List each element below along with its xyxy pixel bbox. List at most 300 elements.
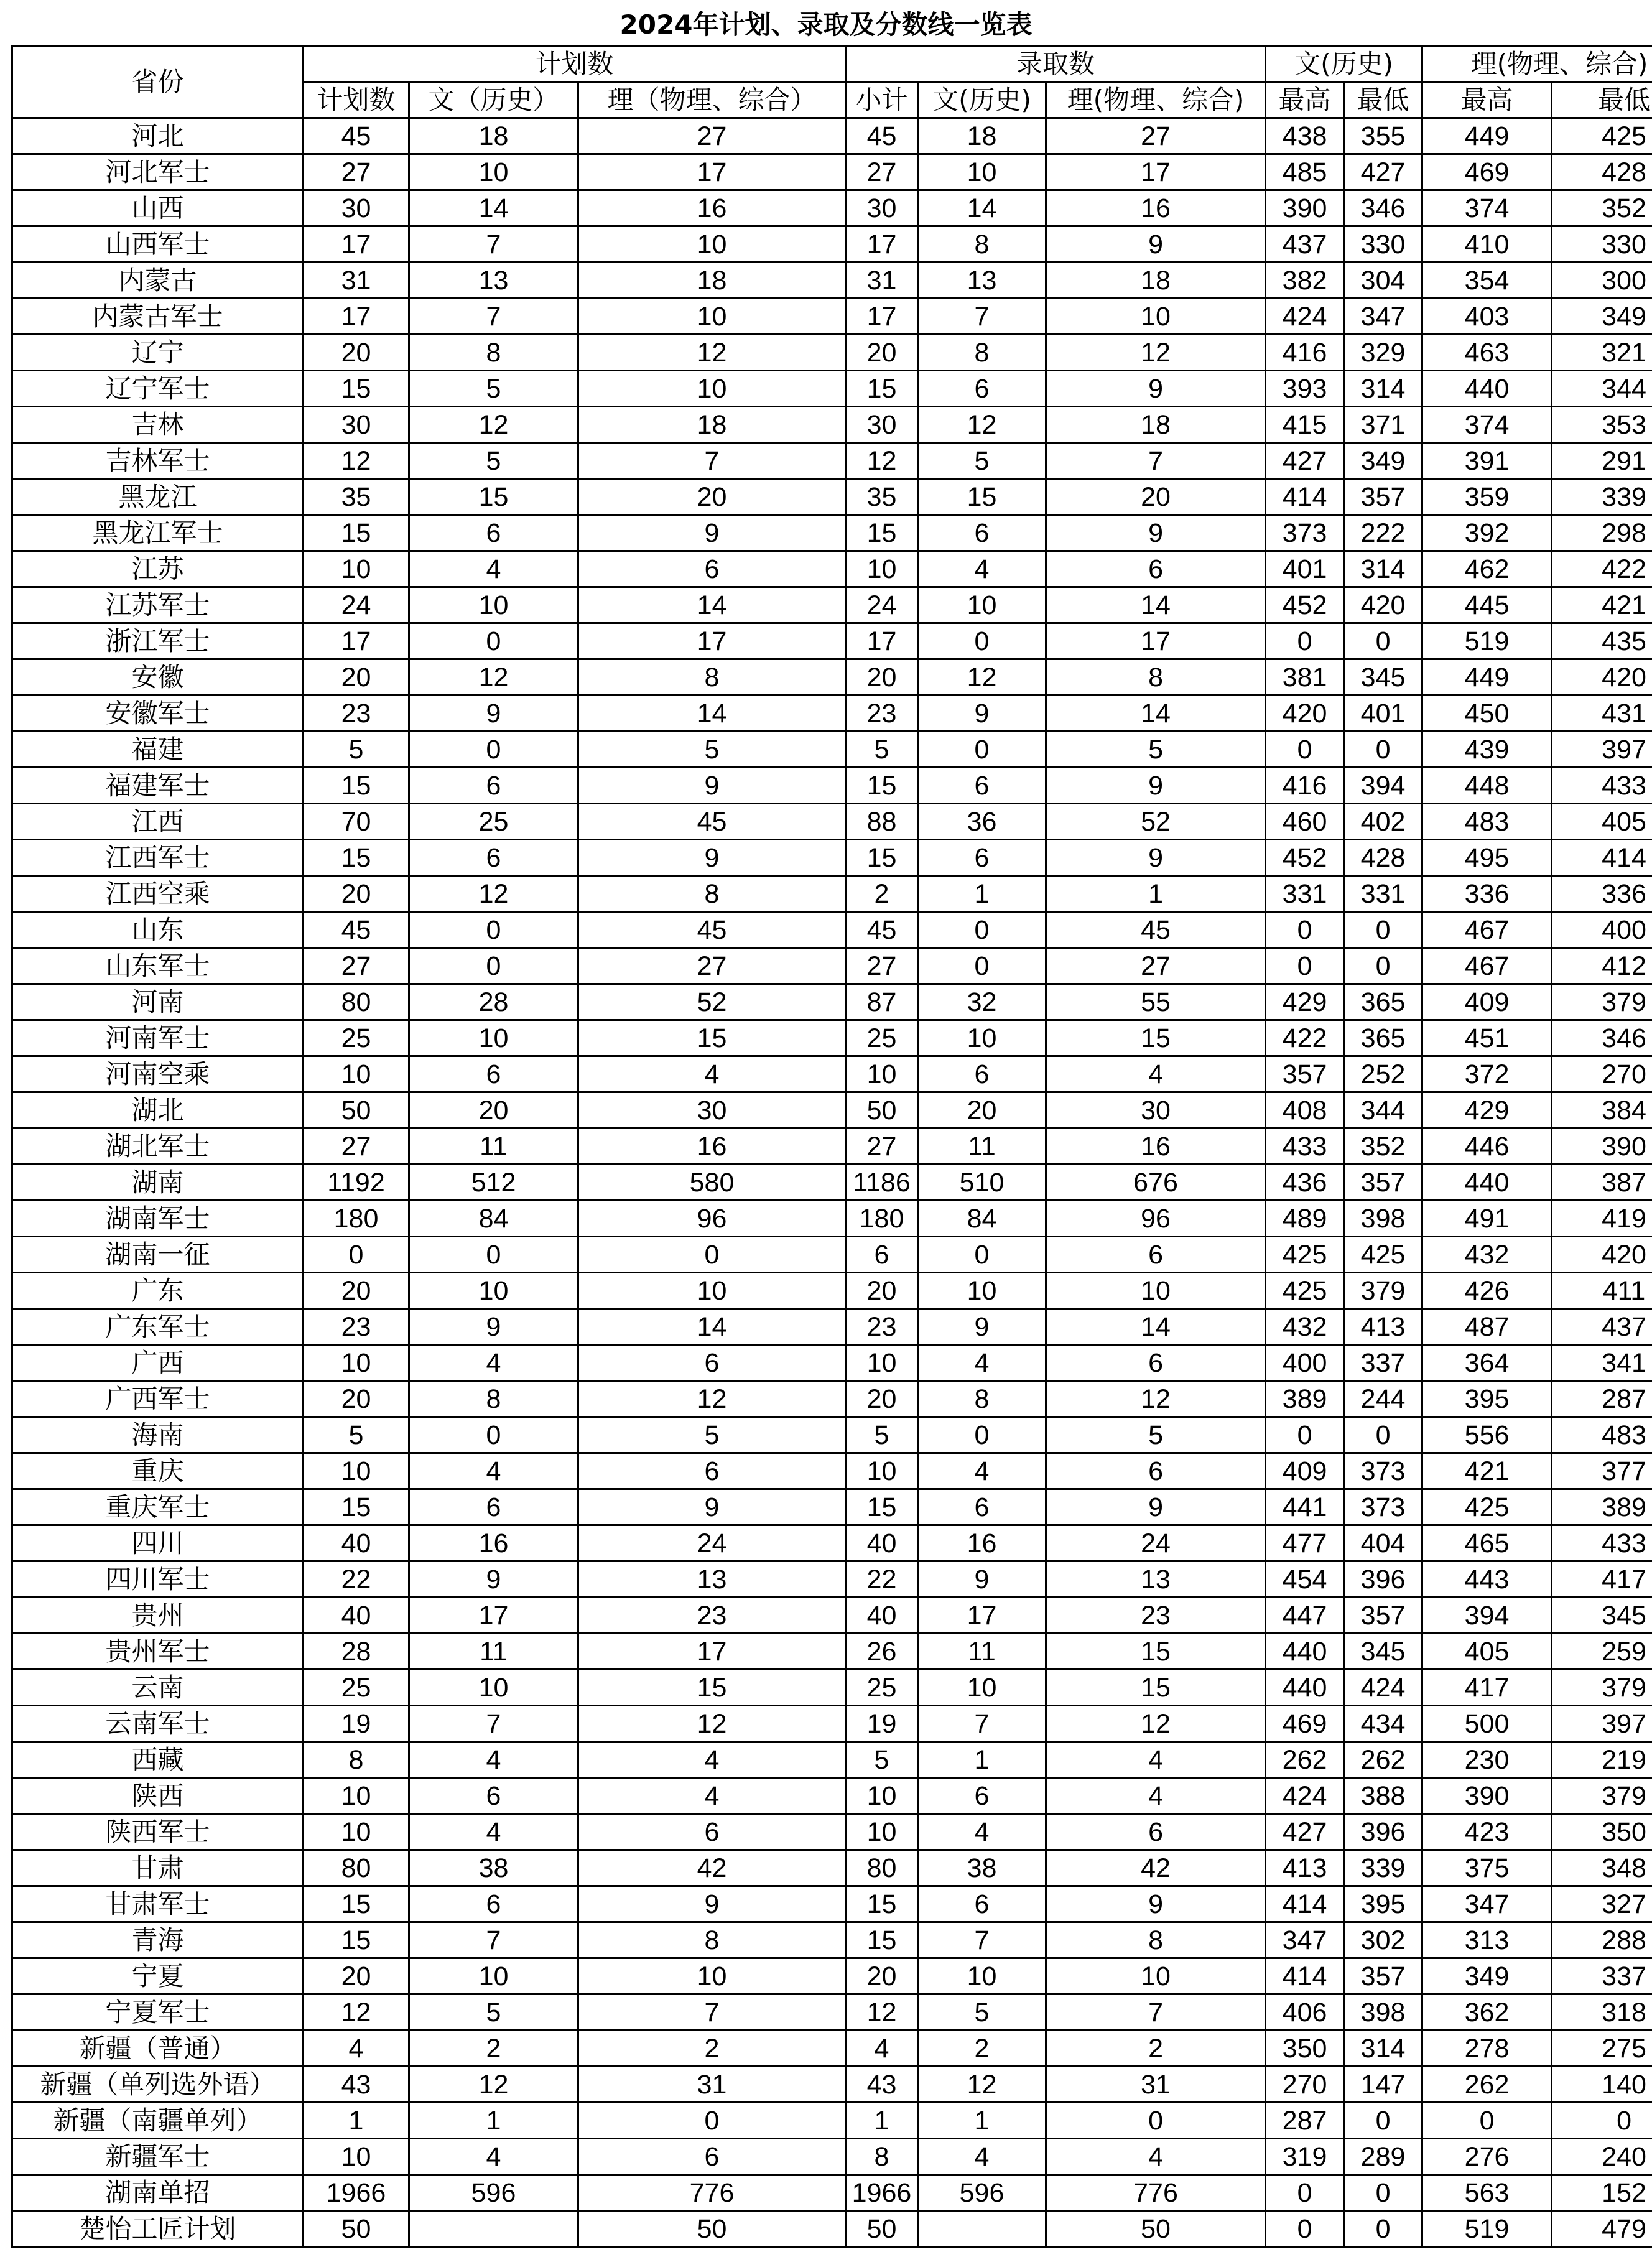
cell-lit-max: 393	[1266, 371, 1344, 407]
cell-plan-sci: 6	[578, 1814, 846, 1850]
cell-plan-lit: 12	[409, 876, 578, 912]
cell-admit-sci: 4	[1046, 1778, 1266, 1814]
cell-admit-lit: 10	[918, 1958, 1046, 1994]
cell-admit-subtotal: 23	[846, 696, 918, 732]
cell-admit-subtotal: 40	[846, 1598, 918, 1634]
table-row	[12, 118, 1652, 154]
cell-lit-min: 357	[1344, 479, 1422, 515]
cell-admit-lit: 1	[918, 2103, 1046, 2139]
cell-lit-max: 390	[1266, 190, 1344, 226]
cell-admit-subtotal: 5	[846, 1742, 918, 1778]
cell-plan-sci: 7	[578, 1994, 846, 2031]
cell-lit-max: 347	[1266, 1922, 1344, 1958]
cell-sci-min: 384	[1552, 1092, 1652, 1128]
cell-sci-max: 374	[1422, 190, 1552, 226]
cell-admit-lit: 8	[918, 226, 1046, 263]
cell-lit-min: 344	[1344, 1092, 1422, 1128]
cell-admit-sci: 10	[1046, 1273, 1266, 1309]
cell-plan-total: 10	[304, 1453, 409, 1489]
cell-province: 河南空乘	[12, 1056, 304, 1092]
cell-plan-sci: 7	[578, 443, 846, 479]
cell-plan-lit: 6	[409, 1489, 578, 1525]
cell-admit-subtotal: 17	[846, 299, 918, 335]
cell-plan-total: 15	[304, 371, 409, 407]
cell-admit-sci: 4	[1046, 1056, 1266, 1092]
cell-lit-max: 452	[1266, 840, 1344, 876]
cell-sci-min: 389	[1552, 1489, 1652, 1525]
cell-admit-lit: 16	[918, 1525, 1046, 1561]
cell-province: 吉林军士	[12, 443, 304, 479]
cell-province: 新疆（南疆单列）	[12, 2103, 304, 2139]
cell-province: 新疆（单列选外语）	[12, 2067, 304, 2103]
table-row	[12, 696, 1652, 732]
cell-lit-max: 0	[1266, 623, 1344, 659]
table-row	[12, 1886, 1652, 1922]
cell-sci-min: 336	[1552, 876, 1652, 912]
table-row	[12, 371, 1652, 407]
cell-plan-lit: 9	[409, 1309, 578, 1345]
cell-admit-sci: 16	[1046, 1128, 1266, 1165]
cell-province: 黑龙江军士	[12, 515, 304, 551]
cell-lit-min: 349	[1344, 443, 1422, 479]
cell-lit-min: 396	[1344, 1561, 1422, 1598]
cell-sci-min: 140	[1552, 2067, 1652, 2103]
cell-admit-lit: 13	[918, 263, 1046, 299]
cell-admit-lit: 8	[918, 1381, 1046, 1417]
cell-admit-lit: 14	[918, 190, 1046, 226]
cell-admit-lit: 0	[918, 948, 1046, 984]
cell-plan-sci: 14	[578, 696, 846, 732]
cell-admit-subtotal: 10	[846, 551, 918, 587]
cell-sci-min: 433	[1552, 1525, 1652, 1561]
cell-admit-lit: 9	[918, 1561, 1046, 1598]
cell-plan-lit: 20	[409, 1092, 578, 1128]
cell-plan-lit: 2	[409, 2031, 578, 2067]
cell-admit-subtotal: 17	[846, 623, 918, 659]
cell-lit-min: 314	[1344, 551, 1422, 587]
cell-admit-subtotal: 2	[846, 876, 918, 912]
cell-lit-min: 424	[1344, 1670, 1422, 1706]
cell-admit-subtotal: 12	[846, 1994, 918, 2031]
cell-province: 贵州军士	[12, 1634, 304, 1670]
cell-sci-max: 374	[1422, 407, 1552, 443]
cell-plan-lit: 9	[409, 696, 578, 732]
cell-sci-min: 377	[1552, 1453, 1652, 1489]
cell-province: 山西军士	[12, 226, 304, 263]
cell-plan-sci: 12	[578, 1381, 846, 1417]
cell-admit-lit: 6	[918, 840, 1046, 876]
cell-admit-subtotal: 10	[846, 1778, 918, 1814]
cell-admit-lit: 20	[918, 1092, 1046, 1128]
cell-admit-subtotal: 25	[846, 1670, 918, 1706]
cell-lit-min: 330	[1344, 226, 1422, 263]
cell-province: 山东军士	[12, 948, 304, 984]
cell-sci-max: 276	[1422, 2139, 1552, 2175]
cell-lit-max: 381	[1266, 659, 1344, 696]
cell-admit-sci: 18	[1046, 407, 1266, 443]
cell-plan-total: 5	[304, 1417, 409, 1453]
cell-sci-min: 379	[1552, 1778, 1652, 1814]
cell-lit-max: 420	[1266, 696, 1344, 732]
cell-plan-sci: 9	[578, 515, 846, 551]
header-plan-sci: 理（物理、综合）	[578, 82, 846, 118]
cell-province: 青海	[12, 1922, 304, 1958]
table-row	[12, 1561, 1652, 1598]
cell-plan-lit: 0	[409, 1237, 578, 1273]
header-sci-max: 最高	[1422, 82, 1552, 118]
cell-sci-max: 483	[1422, 804, 1552, 840]
cell-sci-max: 364	[1422, 1345, 1552, 1381]
cell-lit-max: 414	[1266, 1886, 1344, 1922]
cell-province: 湖南单招	[12, 2175, 304, 2211]
cell-plan-lit: 6	[409, 1056, 578, 1092]
table-row	[12, 1165, 1652, 1201]
cell-plan-total: 30	[304, 407, 409, 443]
cell-admit-lit: 0	[918, 1417, 1046, 1453]
cell-lit-max: 422	[1266, 1020, 1344, 1056]
cell-sci-min: 298	[1552, 515, 1652, 551]
table-row	[12, 299, 1652, 335]
cell-sci-max: 462	[1422, 551, 1552, 587]
cell-lit-min: 314	[1344, 371, 1422, 407]
cell-sci-max: 440	[1422, 1165, 1552, 1201]
cell-lit-max: 477	[1266, 1525, 1344, 1561]
cell-lit-max: 0	[1266, 948, 1344, 984]
cell-lit-min: 398	[1344, 1994, 1422, 2031]
cell-plan-lit: 10	[409, 1670, 578, 1706]
cell-sci-max: 440	[1422, 371, 1552, 407]
cell-admit-sci: 4	[1046, 1742, 1266, 1778]
cell-lit-min: 0	[1344, 623, 1422, 659]
cell-plan-total: 15	[304, 515, 409, 551]
cell-sci-min: 390	[1552, 1128, 1652, 1165]
cell-admit-subtotal: 20	[846, 1958, 918, 1994]
cell-admit-subtotal: 24	[846, 587, 918, 623]
cell-admit-lit: 1	[918, 876, 1046, 912]
header-plan-total: 计划数	[304, 82, 409, 118]
cell-plan-sci: 27	[578, 948, 846, 984]
cell-lit-min: 425	[1344, 1237, 1422, 1273]
header-admit-subtotal: 小计	[846, 82, 918, 118]
table-row	[12, 1814, 1652, 1850]
cell-plan-lit: 8	[409, 1381, 578, 1417]
cell-admit-sci: 27	[1046, 118, 1266, 154]
cell-plan-total: 80	[304, 984, 409, 1020]
cell-plan-sci: 10	[578, 1958, 846, 1994]
cell-sci-min: 428	[1552, 154, 1652, 190]
cell-admit-lit: 0	[918, 623, 1046, 659]
table-row	[12, 1417, 1652, 1453]
cell-sci-max: 469	[1422, 154, 1552, 190]
cell-admit-subtotal: 20	[846, 1381, 918, 1417]
cell-sci-max: 563	[1422, 2175, 1552, 2211]
cell-admit-subtotal: 31	[846, 263, 918, 299]
cell-plan-sci: 5	[578, 1417, 846, 1453]
table-row	[12, 659, 1652, 696]
cell-province: 安徽军士	[12, 696, 304, 732]
cell-sci-min: 339	[1552, 479, 1652, 515]
cell-sci-max: 449	[1422, 118, 1552, 154]
cell-admit-lit: 18	[918, 118, 1046, 154]
cell-admit-subtotal: 20	[846, 335, 918, 371]
cell-lit-min: 289	[1344, 2139, 1422, 2175]
cell-lit-max: 429	[1266, 984, 1344, 1020]
cell-plan-lit: 25	[409, 804, 578, 840]
cell-admit-subtotal: 15	[846, 1922, 918, 1958]
cell-admit-sci: 10	[1046, 299, 1266, 335]
cell-lit-max: 437	[1266, 226, 1344, 263]
table-row	[12, 2067, 1652, 2103]
table-row	[12, 840, 1652, 876]
table-body	[12, 118, 1652, 2247]
cell-plan-total: 20	[304, 1273, 409, 1309]
cell-admit-lit: 7	[918, 1922, 1046, 1958]
cell-sci-max: 426	[1422, 1273, 1552, 1309]
table-row	[12, 1922, 1652, 1958]
cell-plan-lit: 13	[409, 263, 578, 299]
cell-plan-total: 15	[304, 1886, 409, 1922]
cell-admit-lit: 11	[918, 1128, 1046, 1165]
cell-admit-sci: 14	[1046, 587, 1266, 623]
cell-province: 广西军士	[12, 1381, 304, 1417]
cell-admit-lit: 6	[918, 1886, 1046, 1922]
table-row	[12, 443, 1652, 479]
cell-plan-sci: 6	[578, 1345, 846, 1381]
cell-admit-subtotal: 10	[846, 1345, 918, 1381]
cell-plan-sci: 12	[578, 1706, 846, 1742]
cell-sci-max: 449	[1422, 659, 1552, 696]
table-row	[12, 190, 1652, 226]
cell-admit-lit: 0	[918, 1237, 1046, 1273]
cell-plan-sci: 0	[578, 1237, 846, 1273]
cell-plan-total: 23	[304, 1309, 409, 1345]
cell-plan-total: 27	[304, 154, 409, 190]
cell-lit-min: 0	[1344, 1417, 1422, 1453]
cell-plan-total: 15	[304, 1489, 409, 1525]
cell-plan-lit	[409, 2211, 578, 2247]
cell-admit-sci: 0	[1046, 2103, 1266, 2139]
cell-admit-sci: 18	[1046, 263, 1266, 299]
cell-lit-max: 427	[1266, 1814, 1344, 1850]
cell-admit-subtotal: 50	[846, 2211, 918, 2247]
cell-admit-lit: 17	[918, 1598, 1046, 1634]
cell-sci-max: 362	[1422, 1994, 1552, 2031]
cell-province: 浙江军士	[12, 623, 304, 659]
cell-lit-min: 357	[1344, 1958, 1422, 1994]
cell-sci-min: 337	[1552, 1958, 1652, 1994]
cell-sci-min: 483	[1552, 1417, 1652, 1453]
cell-admit-subtotal: 30	[846, 190, 918, 226]
cell-plan-sci: 6	[578, 2139, 846, 2175]
cell-lit-max: 424	[1266, 299, 1344, 335]
cell-admit-sci: 16	[1046, 190, 1266, 226]
cell-lit-max: 409	[1266, 1453, 1344, 1489]
cell-plan-total: 4	[304, 2031, 409, 2067]
cell-sci-min: 387	[1552, 1165, 1652, 1201]
cell-plan-total: 20	[304, 1958, 409, 1994]
header-admit-sci: 理(物理、综合)	[1046, 82, 1266, 118]
cell-admit-lit: 6	[918, 1489, 1046, 1525]
cell-plan-sci: 15	[578, 1020, 846, 1056]
cell-province: 海南	[12, 1417, 304, 1453]
cell-sci-max: 556	[1422, 1417, 1552, 1453]
cell-plan-lit: 0	[409, 732, 578, 768]
cell-sci-min: 414	[1552, 840, 1652, 876]
cell-lit-max: 350	[1266, 2031, 1344, 2067]
cell-sci-min: 435	[1552, 623, 1652, 659]
cell-plan-sci: 24	[578, 1525, 846, 1561]
cell-plan-total: 31	[304, 263, 409, 299]
header-admit-lit: 文(历史)	[918, 82, 1046, 118]
cell-lit-max: 414	[1266, 479, 1344, 515]
cell-province: 辽宁军士	[12, 371, 304, 407]
cell-admit-lit: 6	[918, 371, 1046, 407]
cell-province: 云南	[12, 1670, 304, 1706]
cell-lit-max: 438	[1266, 118, 1344, 154]
table-row	[12, 515, 1652, 551]
table-row	[12, 1453, 1652, 1489]
cell-plan-total: 17	[304, 623, 409, 659]
cell-sci-max: 417	[1422, 1670, 1552, 1706]
cell-plan-lit: 4	[409, 551, 578, 587]
cell-plan-sci: 23	[578, 1598, 846, 1634]
cell-sci-min: 405	[1552, 804, 1652, 840]
cell-sci-min: 291	[1552, 443, 1652, 479]
cell-plan-lit: 16	[409, 1525, 578, 1561]
cell-admit-subtotal: 20	[846, 659, 918, 696]
cell-lit-min: 371	[1344, 407, 1422, 443]
cell-sci-min: 422	[1552, 551, 1652, 587]
cell-admit-lit: 2	[918, 2031, 1046, 2067]
cell-lit-max: 469	[1266, 1706, 1344, 1742]
cell-lit-min: 339	[1344, 1850, 1422, 1886]
cell-sci-max: 409	[1422, 984, 1552, 1020]
cell-province: 河北军士	[12, 154, 304, 190]
cell-lit-max: 357	[1266, 1056, 1344, 1092]
cell-admit-sci: 14	[1046, 1309, 1266, 1345]
cell-admit-lit: 10	[918, 154, 1046, 190]
cell-admit-lit: 5	[918, 1994, 1046, 2031]
cell-admit-subtotal: 10	[846, 1056, 918, 1092]
cell-admit-lit: 8	[918, 335, 1046, 371]
cell-sci-max: 395	[1422, 1381, 1552, 1417]
cell-plan-sci: 10	[578, 1273, 846, 1309]
cell-sci-min: 288	[1552, 1922, 1652, 1958]
cell-plan-lit: 8	[409, 335, 578, 371]
cell-admit-sci: 4	[1046, 2139, 1266, 2175]
cell-plan-sci: 12	[578, 335, 846, 371]
cell-plan-total: 12	[304, 1994, 409, 2031]
cell-plan-lit: 17	[409, 1598, 578, 1634]
cell-plan-lit: 7	[409, 299, 578, 335]
cell-lit-max: 424	[1266, 1778, 1344, 1814]
cell-sci-min: 270	[1552, 1056, 1652, 1092]
cell-sci-min: 341	[1552, 1345, 1652, 1381]
cell-sci-min: 419	[1552, 1201, 1652, 1237]
cell-lit-min: 373	[1344, 1453, 1422, 1489]
cell-plan-sci: 50	[578, 2211, 846, 2247]
cell-plan-sci: 6	[578, 1453, 846, 1489]
cell-plan-total: 19	[304, 1706, 409, 1742]
cell-plan-lit: 0	[409, 948, 578, 984]
cell-lit-max: 0	[1266, 2211, 1344, 2247]
cell-plan-total: 5	[304, 732, 409, 768]
cell-admit-lit: 4	[918, 551, 1046, 587]
cell-sci-min: 345	[1552, 1598, 1652, 1634]
cell-plan-total: 45	[304, 912, 409, 948]
cell-admit-sci: 9	[1046, 1489, 1266, 1525]
cell-plan-total: 25	[304, 1670, 409, 1706]
cell-lit-min: 355	[1344, 118, 1422, 154]
cell-sci-min: 318	[1552, 1994, 1652, 2031]
cell-sci-min: 330	[1552, 226, 1652, 263]
cell-lit-max: 382	[1266, 263, 1344, 299]
cell-admit-subtotal: 43	[846, 2067, 918, 2103]
table-row	[12, 1381, 1652, 1417]
table-row	[12, 335, 1652, 371]
cell-lit-min: 304	[1344, 263, 1422, 299]
cell-plan-sci: 45	[578, 912, 846, 948]
cell-lit-max: 416	[1266, 768, 1344, 804]
cell-plan-sci: 9	[578, 768, 846, 804]
cell-lit-min: 379	[1344, 1273, 1422, 1309]
cell-province: 重庆	[12, 1453, 304, 1489]
cell-admit-lit: 7	[918, 299, 1046, 335]
cell-plan-total: 35	[304, 479, 409, 515]
cell-sci-max: 429	[1422, 1092, 1552, 1128]
cell-admit-sci: 96	[1046, 1201, 1266, 1237]
cell-admit-lit: 32	[918, 984, 1046, 1020]
cell-plan-lit: 38	[409, 1850, 578, 1886]
cell-province: 江西军士	[12, 840, 304, 876]
cell-admit-sci: 8	[1046, 1922, 1266, 1958]
cell-lit-max: 485	[1266, 154, 1344, 190]
cell-lit-min: 346	[1344, 190, 1422, 226]
cell-plan-sci: 4	[578, 1742, 846, 1778]
cell-plan-total: 27	[304, 948, 409, 984]
cell-lit-min: 402	[1344, 804, 1422, 840]
table-row	[12, 1201, 1652, 1237]
cell-admit-sci: 5	[1046, 1417, 1266, 1453]
cell-admit-sci: 676	[1046, 1165, 1266, 1201]
cell-admit-lit: 596	[918, 2175, 1046, 2211]
cell-plan-total: 70	[304, 804, 409, 840]
table-row	[12, 1345, 1652, 1381]
cell-sci-max: 432	[1422, 1237, 1552, 1273]
table-row	[12, 1020, 1652, 1056]
cell-sci-max: 230	[1422, 1742, 1552, 1778]
cell-sci-max: 375	[1422, 1850, 1552, 1886]
cell-plan-lit: 11	[409, 1128, 578, 1165]
cell-lit-min: 0	[1344, 948, 1422, 984]
cell-admit-subtotal: 15	[846, 768, 918, 804]
cell-lit-min: 314	[1344, 2031, 1422, 2067]
table-row	[12, 1994, 1652, 2031]
cell-lit-min: 244	[1344, 1381, 1422, 1417]
cell-sci-max: 463	[1422, 335, 1552, 371]
cell-plan-lit: 0	[409, 912, 578, 948]
cell-plan-lit: 6	[409, 840, 578, 876]
cell-lit-max: 436	[1266, 1165, 1344, 1201]
cell-plan-lit: 6	[409, 1778, 578, 1814]
cell-plan-total: 15	[304, 840, 409, 876]
cell-plan-total: 1	[304, 2103, 409, 2139]
cell-plan-lit: 10	[409, 1958, 578, 1994]
cell-admit-subtotal: 27	[846, 948, 918, 984]
cell-plan-lit: 5	[409, 371, 578, 407]
cell-plan-sci: 10	[578, 226, 846, 263]
cell-admit-sci: 9	[1046, 768, 1266, 804]
